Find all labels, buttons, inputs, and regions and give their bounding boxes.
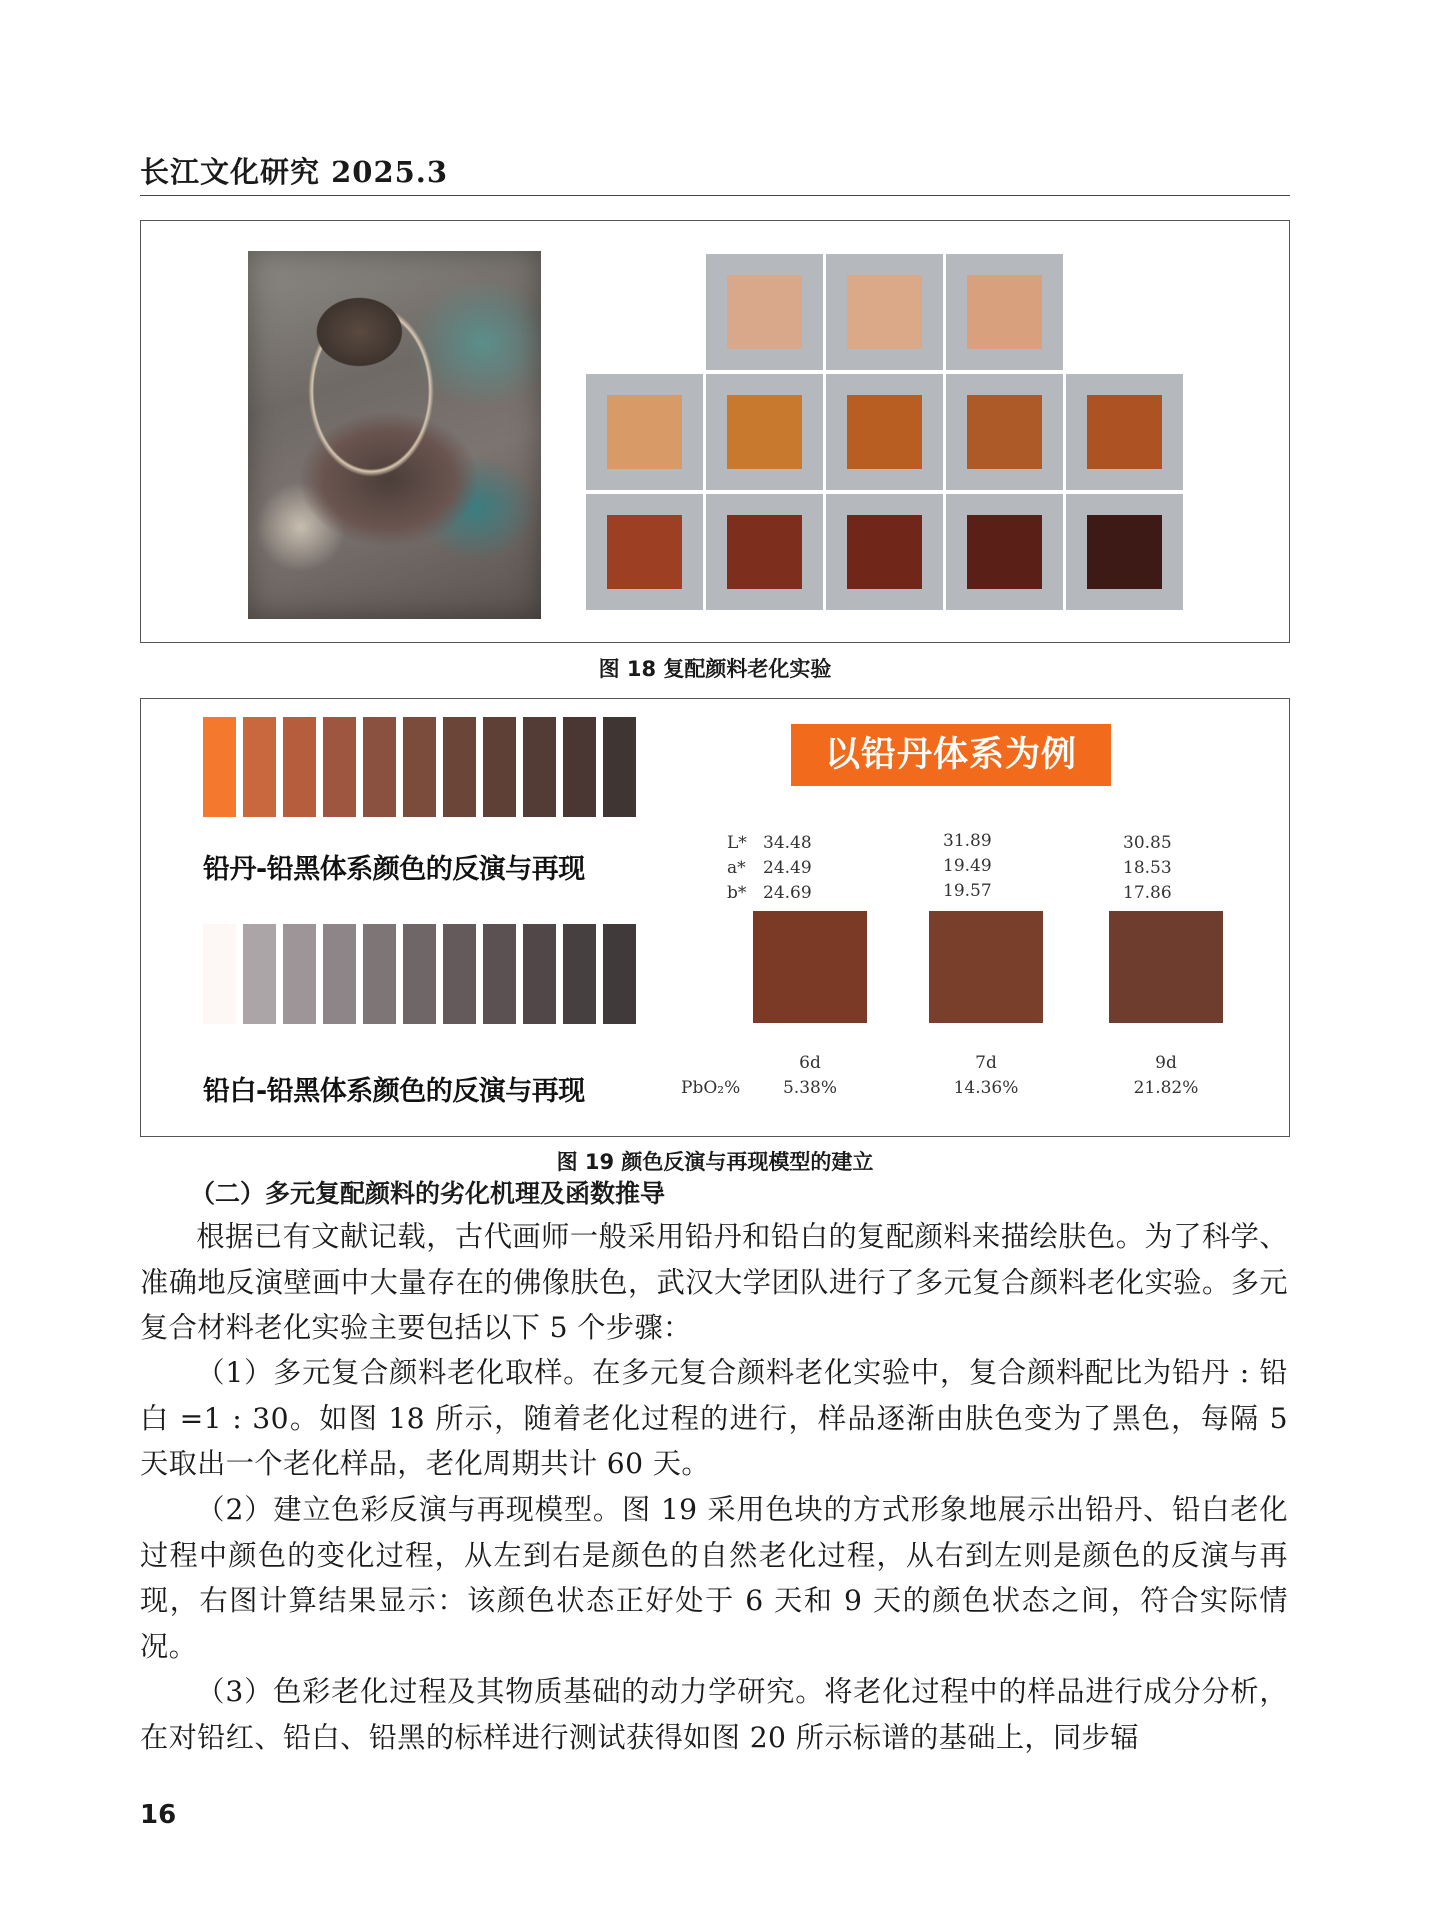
figure-19 — [140, 698, 1290, 1137]
color-strip-lead-white — [203, 924, 636, 1024]
lead-white-color-bar — [403, 924, 436, 1024]
sample-3-swatch — [1109, 911, 1223, 1023]
aging-tile — [826, 254, 943, 370]
b-label: b* — [727, 883, 747, 903]
lead-red-color-bar — [203, 717, 236, 817]
aging-tile — [706, 254, 823, 370]
sample-3-a: 18.53 — [1123, 858, 1172, 878]
strip2-label: 铅白-铅黑体系颜色的反演与再现 — [203, 1076, 585, 1107]
aging-tile — [946, 374, 1063, 490]
sample-2-L: 31.89 — [943, 831, 992, 851]
sample-1-lab — [763, 831, 812, 906]
aging-swatch — [847, 395, 922, 469]
aging-tile — [826, 374, 943, 490]
sample-2-swatch — [929, 911, 1043, 1023]
lead-white-color-bar — [363, 924, 396, 1024]
aging-tile — [706, 494, 823, 610]
color-strip-lead-red — [203, 717, 636, 817]
l-label: L* — [727, 833, 747, 853]
lead-red-color-bar — [363, 717, 396, 817]
aging-swatch — [967, 515, 1042, 589]
aging-tile — [1066, 494, 1183, 610]
sample-1-pbo: 5.38% — [782, 1078, 837, 1098]
sample-1-L: 34.48 — [763, 833, 812, 853]
lead-white-color-bar — [203, 924, 236, 1024]
sample-3-lab — [1123, 831, 1172, 906]
lead-white-color-bar — [603, 924, 636, 1024]
lead-red-color-bar — [523, 717, 556, 817]
lead-white-color-bar — [523, 924, 556, 1024]
aging-swatch — [967, 275, 1042, 349]
aging-swatch — [607, 395, 682, 469]
lead-white-color-bar — [283, 924, 316, 1024]
pbo-label: PbO₂% — [681, 1078, 741, 1098]
section-heading: （二）多元复配颜料的劣化机理及函数推导 — [190, 1179, 666, 1208]
lead-white-color-bar — [563, 924, 596, 1024]
sample-2-b: 19.57 — [943, 881, 992, 901]
lead-red-color-bar — [403, 717, 436, 817]
figure-19-caption: 图 19 颜色反演与再现模型的建立 — [556, 1150, 874, 1174]
paragraph-1: 根据已有文献记载，古代画师一般采用铅丹和铅白的复配颜料来描绘肤色。为了科学、准确地反演壁画中大量存在的佛像肤色，武汉大学团队进行了多元复合颜料老化实验。多元复合材料老化实验主要包括以下 5 个步骤： — [140, 1220, 1288, 1344]
a-label: a* — [727, 858, 746, 878]
lead-red-color-bar — [563, 717, 596, 817]
paragraph-2: （1）多元复合颜料老化取样。在多元复合颜料老化实验中，复合颜料配比为铅丹 : 铅白 =1 : 30。如图 18 所示，随着老化过程的进行，样品逐渐由肤色变为了黑色，每隔 5 天取出一个老化样品，老化周期共计 60 天。 — [140, 1356, 1288, 1480]
sample-1-meta — [753, 1051, 867, 1101]
lead-white-color-bar — [243, 924, 276, 1024]
figure-18-caption: 图 18 复配颜料老化实验 — [598, 657, 832, 681]
aging-tile — [586, 374, 703, 490]
sample-3-day: 9d — [1155, 1053, 1177, 1073]
sample-2-meta — [929, 1051, 1043, 1101]
aging-swatch — [847, 515, 922, 589]
aging-swatch — [607, 515, 682, 589]
sample-3-b: 17.86 — [1123, 883, 1172, 903]
aging-swatch — [1087, 395, 1162, 469]
lab-row-labels — [727, 831, 747, 906]
lead-red-color-bar — [603, 717, 636, 817]
sample-2-a: 19.49 — [943, 856, 992, 876]
sample-1-a: 24.49 — [763, 858, 812, 878]
header-rule — [140, 195, 1290, 196]
lead-white-color-bar — [323, 924, 356, 1024]
paragraph-4: （3）色彩老化过程及其物质基础的动力学研究。将老化过程中的样品进行成分分析，在对铅红、铅白、铅黑的标样进行测试获得如图 20 所示标谱的基础上，同步辐 — [140, 1675, 1288, 1754]
aging-swatch — [967, 395, 1042, 469]
aging-swatch — [727, 395, 802, 469]
sample-1-b: 24.69 — [763, 883, 812, 903]
aging-tile — [1066, 374, 1183, 490]
lead-red-color-bar — [243, 717, 276, 817]
sample-3-pbo: 21.82% — [1133, 1078, 1199, 1098]
lead-red-color-bar — [443, 717, 476, 817]
aging-swatch — [847, 275, 922, 349]
aging-tile — [946, 494, 1063, 610]
sample-2-day: 7d — [975, 1053, 997, 1073]
sample-3-meta — [1109, 1051, 1223, 1101]
page-number: 16 — [140, 1800, 177, 1830]
aging-tile — [946, 254, 1063, 370]
sample-1-day: 6d — [799, 1053, 821, 1073]
lead-white-color-bar — [483, 924, 516, 1024]
running-header: 长江文化研究 2025.3 — [140, 155, 449, 189]
figure-18 — [140, 220, 1290, 643]
aging-swatch — [1087, 515, 1162, 589]
sample-2-lab — [943, 829, 992, 904]
aging-tile — [826, 494, 943, 610]
sample-2-pbo: 14.36% — [953, 1078, 1019, 1098]
lead-red-color-bar — [283, 717, 316, 817]
aging-swatch — [727, 515, 802, 589]
lead-red-color-bar — [323, 717, 356, 817]
mural-image — [248, 251, 541, 619]
example-banner: 以铅丹体系为例 — [791, 724, 1111, 786]
sample-3-L: 30.85 — [1123, 833, 1172, 853]
lead-white-color-bar — [443, 924, 476, 1024]
aging-tile — [586, 494, 703, 610]
aging-tile — [706, 374, 823, 490]
aging-swatch — [727, 275, 802, 349]
paragraph-3: （2）建立色彩反演与再现模型。图 19 采用色块的方式形象地展示出铅丹、铅白老化过程中颜色的变化过程，从左到右是颜色的自然老化过程，从右到左则是颜色的反演与再现，右图计算结果显示：该颜色状态正好处于 6 天和 9 天的颜色状态之间，符合实际情况。 — [140, 1493, 1288, 1663]
sample-1-swatch — [753, 911, 867, 1023]
lead-red-color-bar — [483, 717, 516, 817]
strip1-label: 铅丹-铅黑体系颜色的反演与再现 — [203, 854, 585, 885]
